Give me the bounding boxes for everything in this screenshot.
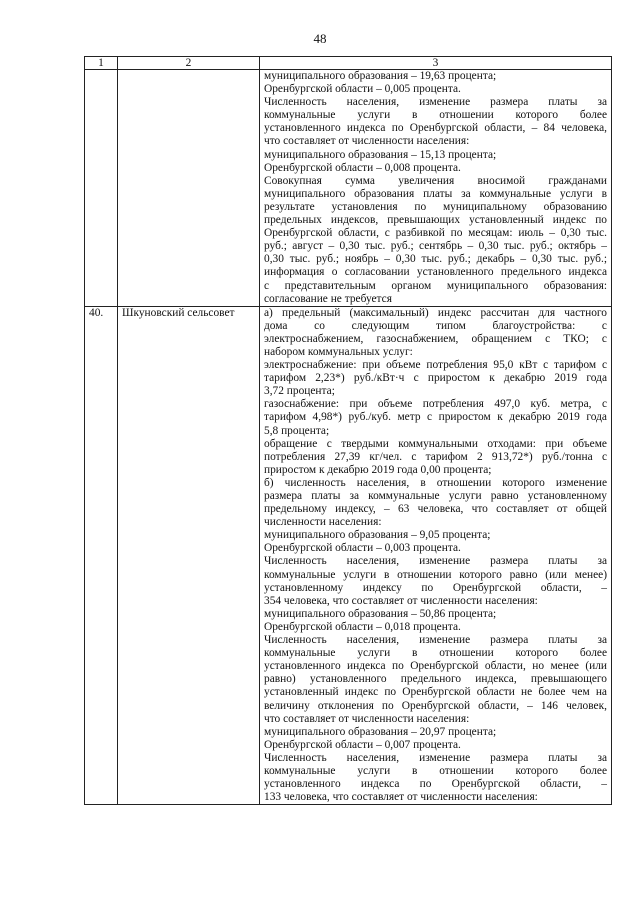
text-line: численности населения:: [264, 516, 382, 529]
text-line: руб.; август – 0,30 тыс. руб.; сентябрь – 0,30 тыс. руб.; октябрь –: [264, 240, 607, 253]
text-line: установленному индексу по Оренбургской области, –: [264, 581, 607, 594]
text-line: предельных индексов, превышающих установленный индекс по: [264, 214, 607, 227]
text-line: Оренбургской области – 0,005 процента.: [264, 83, 461, 96]
text-line: муниципального образования – 19,63 процента;: [264, 70, 497, 82]
text-line: 3,72 процента;: [264, 385, 335, 398]
text-line: обращение с твердыми коммунальными отходами: при объеме: [264, 437, 607, 450]
header-col-1: 1: [85, 57, 118, 70]
text-line: что составляет от численности населения:: [264, 712, 470, 725]
text-line: электроснабжение: при объеме потребления 95,0 кВт с тарифом с: [264, 359, 607, 372]
text-line: Численность населения, изменение размера платы за: [264, 751, 607, 764]
text-line: Численность населения, изменение размера платы за: [264, 96, 607, 109]
text-line: тарифом 4,98*) руб./куб. метр с приростом к декабрю 2019 года: [264, 411, 607, 424]
header-col-2: 2: [118, 57, 260, 70]
text-line: размера платы за коммунальные услуги равно установленному: [264, 490, 607, 502]
text-line: 133 человека, что составляет от численности населения:: [264, 791, 538, 804]
text-line: Численность населения, изменение размера платы за: [264, 555, 607, 568]
text-line: коммунальные услуги в отношении которого равно (или менее): [264, 568, 607, 581]
text-line: согласование не требуется: [264, 292, 392, 305]
text-line: муниципального образования – 15,13 процента;: [264, 148, 497, 161]
table-row-previous: [85, 70, 612, 307]
text-line: электроснабжением, газоснабжением, обращением с ТКО; с: [264, 332, 607, 345]
row-number: 40.: [85, 306, 118, 805]
text-line: что составляет от численности населения:: [264, 135, 470, 148]
text-line: равно) установленного предельного индекса, превышающего: [264, 673, 607, 686]
text-line: 0,30 тыс. руб.; ноябрь – 0,30 тыс. руб.; декабрь – 0,30 тыс. руб.;: [264, 253, 607, 266]
text-line: коммунальные услуги в отношении которого более: [264, 647, 607, 660]
row-name: Шкуновский сельсовет: [118, 306, 260, 805]
document-table: [84, 56, 612, 805]
text-line: установленного индекса по Оренбургской области, –: [264, 778, 607, 791]
text-line: муниципального образования – 20,97 процента;: [264, 725, 497, 738]
text-line: величину отклонения по Оренбургской области, – 146 человек,: [264, 699, 607, 712]
text-line: 5,8 процента;: [264, 424, 330, 437]
text-line: 354 человека, что составляет от численности населения:: [264, 594, 538, 607]
text-line: предельному индексу, – 63 человека, что составляет от общей: [264, 503, 607, 516]
text-line: дома со следующим типом благоустройства: с: [264, 319, 607, 332]
text-line: муниципального образования – 50,86 процента;: [264, 607, 497, 620]
text-line: коммунальные услуги в отношении которого более: [264, 764, 607, 777]
text-line: тарифом 2,23*) руб./кВт·ч с приростом к декабрю 2019 года: [264, 372, 607, 385]
text-line: б) численность населения, в отношении которого изменение: [264, 476, 607, 489]
row-name-cell: [118, 70, 260, 307]
text-line: а) предельный (максимальный) индекс рассчитан для частного: [264, 306, 607, 319]
text-line: потребления 27,39 кг/чел. с тарифом 2 913,72*) руб./тонна с: [264, 450, 607, 463]
header-col-3: 3: [260, 57, 612, 70]
text-line: информация о согласовании установленного предельного индекса: [264, 266, 607, 279]
text-line: с представительным органом муниципального образования:: [264, 279, 607, 292]
text-line: Оренбургской области – 0,007 процента.: [264, 738, 461, 751]
text-line: Оренбургской области – 0,018 процента.: [264, 620, 461, 633]
row-content-cell: [260, 306, 612, 805]
text-line: Совокупная сумма увеличения вносимой гражданами: [264, 174, 607, 187]
text-line: установленного индекса по Оренбургской области, – 84 человека,: [264, 122, 607, 135]
text-line: Численность населения, изменение размера платы за: [264, 634, 607, 647]
text-line: коммунальные услуги в отношении которого более: [264, 109, 607, 122]
text-line: муниципального образования платы за коммунальные услуги в: [264, 187, 607, 200]
page-number: 48: [313, 31, 327, 46]
text-line: установленного индекса по Оренбургской области, но менее (или: [264, 660, 607, 673]
text-line: газоснабжение: при объеме потребления 497,0 куб. метра, с: [264, 398, 607, 411]
row-number-cell: [85, 70, 118, 307]
text-line: установленный индекс по Оренбургской области не более чем на: [264, 686, 607, 699]
text-line: результате установления по муниципальному образованию: [264, 200, 607, 213]
text-line: Оренбургской области – 0,008 процента.: [264, 161, 461, 174]
table-header-row: [85, 57, 612, 70]
text-line: Оренбургской области, с разбивкой по месяцам: июль – 0,30 тыс.: [264, 227, 607, 240]
text-line: Оренбургской области – 0,003 процента.: [264, 542, 461, 555]
row-content-cell: [260, 70, 612, 307]
text-line: набором коммунальных услуг:: [264, 345, 413, 358]
table-row-40: [85, 306, 612, 805]
text-line: приростом к декабрю 2019 года 0,00 процента;: [264, 463, 492, 476]
text-line: муниципального образования – 9,05 процента;: [264, 529, 491, 542]
